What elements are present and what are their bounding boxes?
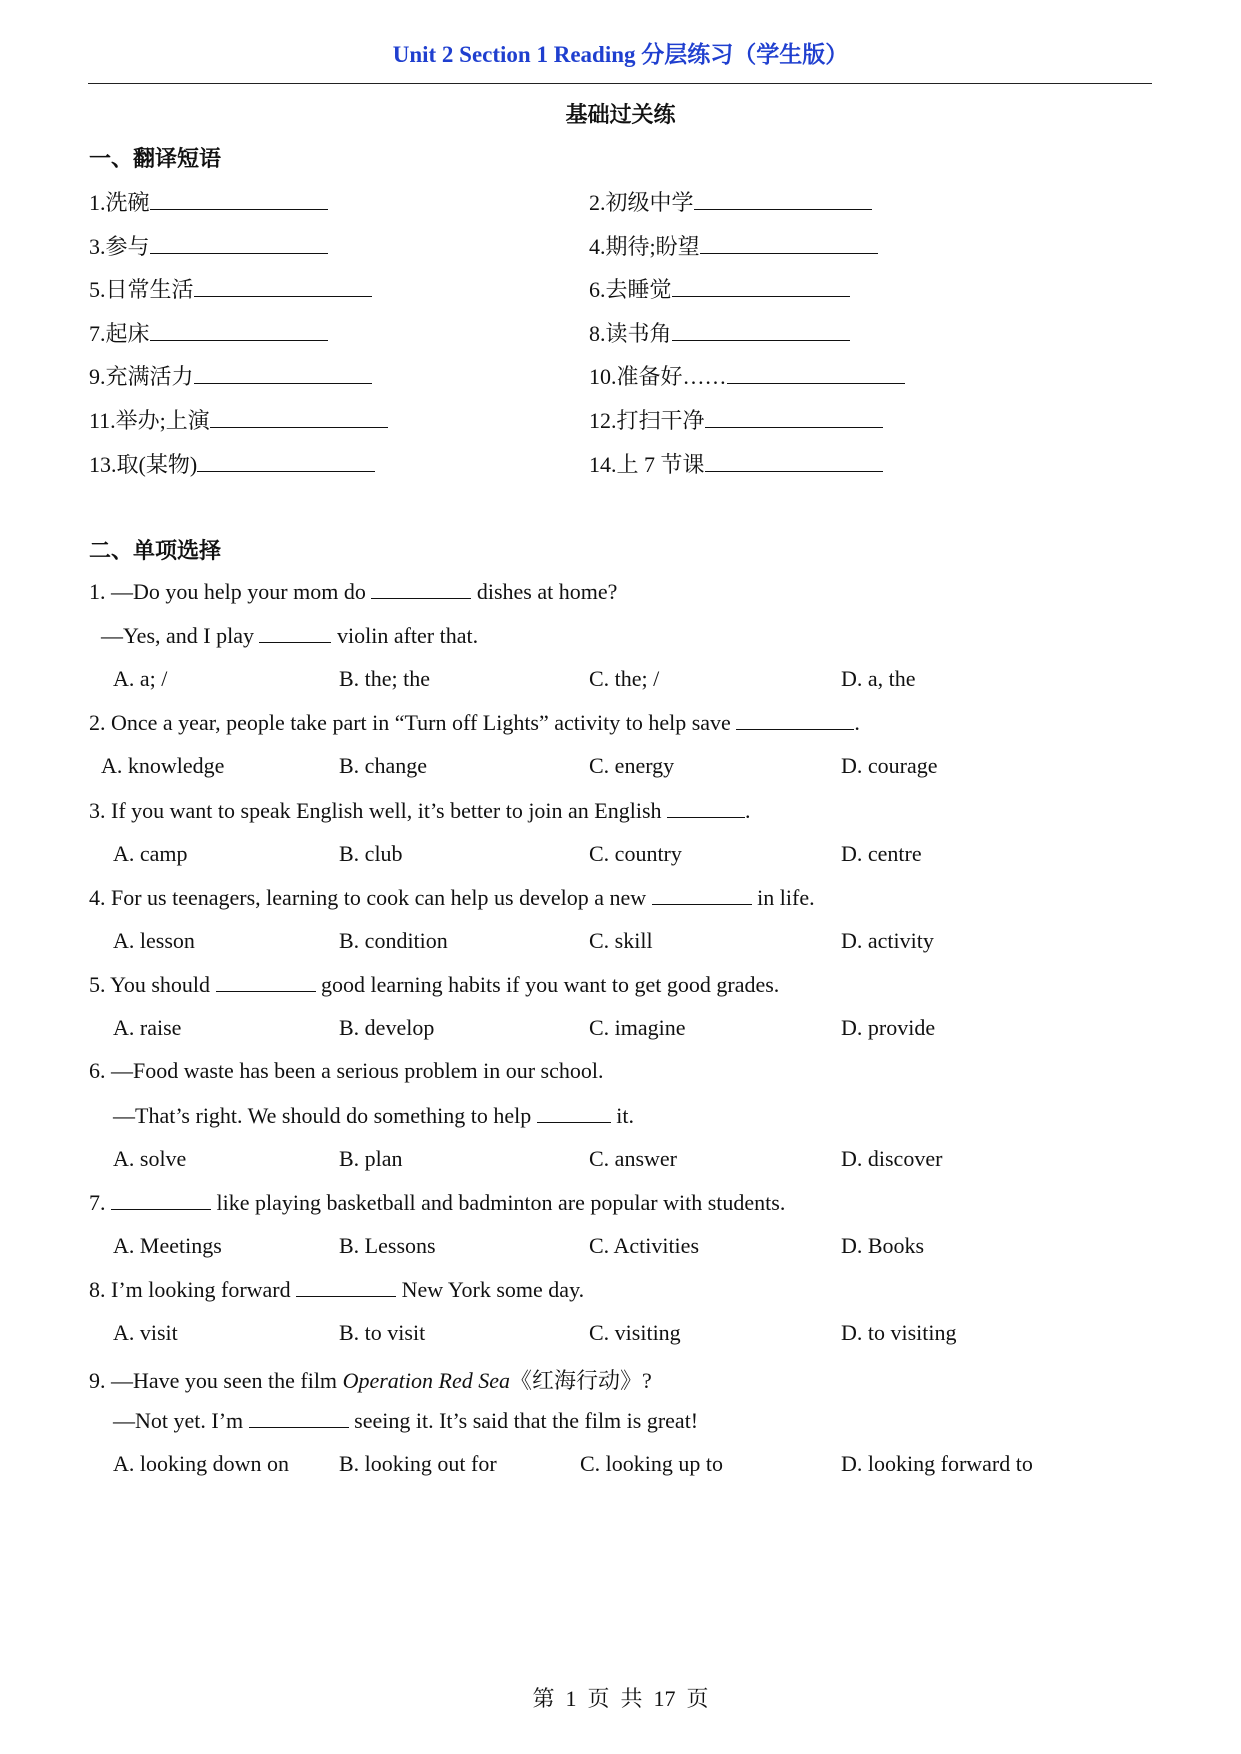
page-header-title: Unit 2 Section 1 Reading 分层练习（学生版） bbox=[392, 42, 849, 67]
phrase-item: 13.取(某物) bbox=[89, 448, 375, 479]
phrase-item: 9.充满活力 bbox=[89, 360, 372, 391]
option-a: A. a; / bbox=[113, 666, 168, 691]
option-a: A. visit bbox=[113, 1320, 178, 1345]
question-stem: 4. For us teenagers, learning to cook can help us develop a new in life. bbox=[89, 885, 815, 910]
option-a: A. solve bbox=[113, 1146, 187, 1171]
option-c: C. answer bbox=[589, 1146, 677, 1171]
option-c: C. Activities bbox=[589, 1233, 699, 1258]
question-stem: 9. —Have you seen the film Operation Red Sea《红海行动》? bbox=[89, 1368, 652, 1393]
question-stem: 2. Once a year, people take part in “Turn off Lights” activity to help save . bbox=[89, 710, 860, 735]
phrase-item: 8.读书角 bbox=[589, 317, 850, 348]
phrase-item: 4.期待;盼望 bbox=[589, 230, 878, 261]
part2-heading: 二、单项选择 bbox=[89, 538, 222, 563]
option-c: C. visiting bbox=[589, 1320, 681, 1345]
phrase-item: 12.打扫干净 bbox=[589, 404, 883, 435]
header-rule bbox=[88, 83, 1152, 84]
part1-heading: 一、翻译短语 bbox=[89, 146, 222, 171]
option-d: D. provide bbox=[841, 1015, 936, 1040]
question-stem: 5. You should good learning habits if you want to get good grades. bbox=[89, 972, 780, 997]
option-d: D. discover bbox=[841, 1146, 943, 1171]
option-d: D. Books bbox=[841, 1233, 925, 1258]
phrase-item: 5.日常生活 bbox=[89, 273, 372, 304]
question-stem: 6. —Food waste has been a serious problem in our school. bbox=[89, 1058, 604, 1083]
phrase-item: 14.上 7 节课 bbox=[589, 448, 883, 479]
question-stem: —Yes, and I play violin after that. bbox=[101, 623, 479, 648]
option-d: D. a, the bbox=[841, 666, 916, 691]
question-stem: —That’s right. We should do something to help it. bbox=[113, 1103, 634, 1128]
page-footer: 第 1 页 共 17 页 bbox=[532, 1686, 709, 1711]
option-d: D. courage bbox=[841, 753, 938, 778]
option-b: B. the; the bbox=[339, 666, 431, 691]
film-title: Operation Red Sea bbox=[342, 1368, 510, 1393]
option-d: D. centre bbox=[841, 841, 922, 866]
option-a: A. knowledge bbox=[101, 753, 225, 778]
option-c: C. skill bbox=[589, 928, 653, 953]
phrase-item: 3.参与 bbox=[89, 230, 328, 261]
option-b: B. condition bbox=[339, 928, 448, 953]
option-b: B. develop bbox=[339, 1015, 435, 1040]
option-a: A. looking down on bbox=[113, 1451, 289, 1476]
option-c: C. looking up to bbox=[580, 1451, 724, 1476]
option-a: A. camp bbox=[113, 841, 188, 866]
phrase-item: 11.举办;上演 bbox=[89, 404, 388, 435]
option-d: D. to visiting bbox=[841, 1320, 957, 1345]
phrase-item: 10.准备好…… bbox=[589, 360, 905, 391]
phrase-item: 6.去睡觉 bbox=[589, 273, 850, 304]
option-b: B. Lessons bbox=[339, 1233, 436, 1258]
question-stem: 3. If you want to speak English well, it’s better to join an English . bbox=[89, 798, 751, 823]
option-b: B. plan bbox=[339, 1146, 403, 1171]
option-b: B. change bbox=[339, 753, 427, 778]
option-d: D. looking forward to bbox=[841, 1451, 1033, 1476]
option-c: C. country bbox=[589, 841, 682, 866]
question-stem: 1. —Do you help your mom do dishes at home? bbox=[89, 579, 618, 604]
option-c: C. energy bbox=[589, 753, 675, 778]
phrase-item: 2.初级中学 bbox=[589, 186, 872, 217]
section-title: 基础过关练 bbox=[565, 102, 676, 127]
option-a: A. raise bbox=[113, 1015, 182, 1040]
option-a: A. Meetings bbox=[113, 1233, 222, 1258]
option-c: C. the; / bbox=[589, 666, 660, 691]
option-b: B. to visit bbox=[339, 1320, 426, 1345]
option-a: A. lesson bbox=[113, 928, 195, 953]
phrase-item: 1.洗碗 bbox=[89, 186, 328, 217]
phrase-item: 7.起床 bbox=[89, 317, 328, 348]
question-stem: 7. like playing basketball and badminton are popular with students. bbox=[89, 1190, 786, 1215]
option-d: D. activity bbox=[841, 928, 934, 953]
option-c: C. imagine bbox=[589, 1015, 686, 1040]
question-stem: —Not yet. I’m seeing it. It’s said that the film is great! bbox=[113, 1408, 699, 1433]
option-b: B. looking out for bbox=[339, 1451, 497, 1476]
question-stem: 8. I’m looking forward New York some day. bbox=[89, 1277, 585, 1302]
option-b: B. club bbox=[339, 841, 403, 866]
